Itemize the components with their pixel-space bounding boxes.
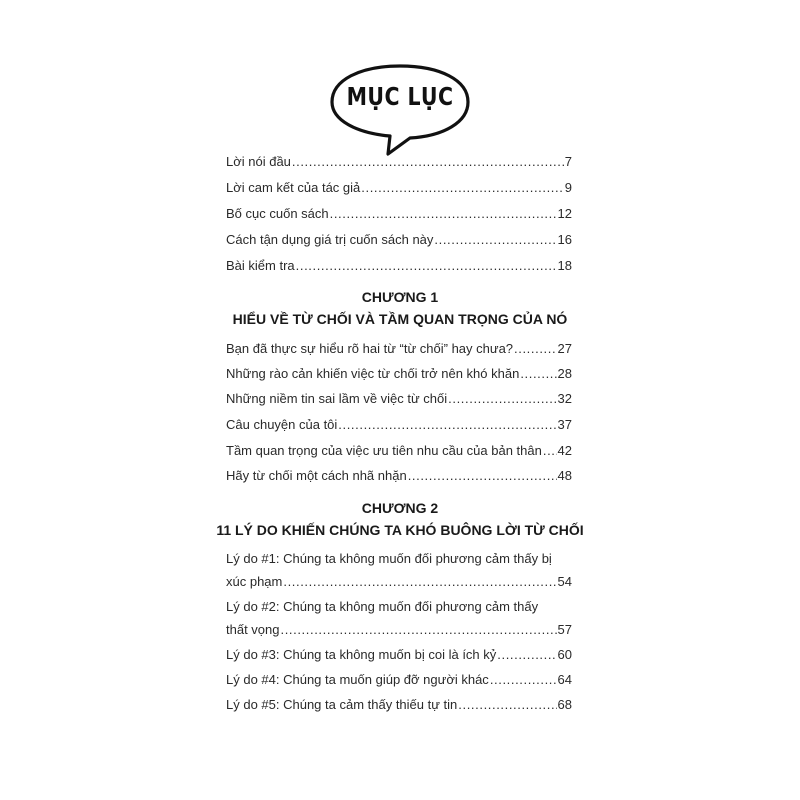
toc-page-number: 48 bbox=[557, 468, 572, 483]
dot-leader bbox=[408, 468, 557, 484]
toc-entry[interactable] bbox=[226, 180, 572, 196]
toc-page-number: 7 bbox=[564, 154, 572, 169]
chapter-number: CHƯƠNG 2 bbox=[361, 500, 439, 516]
toc-entry[interactable] bbox=[226, 417, 572, 433]
toc-entry[interactable] bbox=[226, 391, 572, 407]
page-title: MỤC LỤC bbox=[346, 82, 454, 111]
toc-entry[interactable] bbox=[226, 232, 572, 248]
dot-leader bbox=[543, 443, 557, 459]
toc-entry-text: Những niềm tin sai lầm về việc từ chối bbox=[226, 391, 448, 406]
toc-page-number: 27 bbox=[557, 341, 572, 356]
toc-entry[interactable] bbox=[226, 468, 572, 484]
toc-entry[interactable] bbox=[226, 647, 572, 663]
toc-page-number: 16 bbox=[557, 232, 572, 247]
toc-entry[interactable] bbox=[226, 697, 572, 713]
dot-leader bbox=[361, 180, 564, 196]
toc-entry[interactable] bbox=[226, 574, 572, 590]
toc-entry-text: Lý do #4: Chúng ta muốn giúp đỡ người khác bbox=[226, 672, 489, 687]
toc-page-number: 37 bbox=[557, 417, 572, 432]
dot-leader bbox=[458, 697, 556, 713]
toc-page-number: 12 bbox=[557, 206, 572, 221]
dot-leader bbox=[296, 258, 557, 274]
dot-leader bbox=[497, 647, 556, 663]
toc-page-number: 42 bbox=[557, 443, 572, 458]
dot-leader bbox=[281, 622, 557, 638]
dot-leader bbox=[338, 417, 556, 433]
toc-entry[interactable] bbox=[226, 154, 572, 170]
dot-leader bbox=[520, 366, 556, 382]
dot-leader bbox=[448, 391, 556, 407]
dot-leader bbox=[514, 341, 556, 357]
toc-entry-text: xúc phạm bbox=[226, 574, 283, 589]
toc-entry-text: Lý do #5: Chúng ta cảm thấy thiếu tự tin bbox=[226, 697, 458, 712]
toc-entry-text: thất vọng bbox=[226, 622, 280, 637]
dot-leader bbox=[283, 574, 556, 590]
toc-entry-text: Những rào cản khiến việc từ chối trở nên khó khăn bbox=[226, 366, 520, 381]
toc-entry-text: Lời nói đầu bbox=[226, 154, 291, 169]
toc-page-number: 32 bbox=[557, 391, 572, 406]
toc-page-number: 57 bbox=[557, 622, 572, 637]
toc-entry-first-line[interactable]: Lý do #1: Chúng ta không muốn đối phương cảm thấy bị bbox=[226, 551, 552, 566]
toc-entry[interactable] bbox=[226, 672, 572, 688]
toc-page-number: 68 bbox=[557, 697, 572, 712]
toc-page-number: 64 bbox=[557, 672, 572, 687]
dot-leader bbox=[330, 206, 557, 222]
toc-entry[interactable] bbox=[226, 366, 572, 382]
toc-entry-text: Cách tận dụng giá trị cuốn sách này bbox=[226, 232, 434, 247]
toc-entry-text: Tầm quan trọng của việc ưu tiên nhu cầu của bản thân bbox=[226, 443, 542, 458]
toc-page-number: 60 bbox=[557, 647, 572, 662]
toc-entry-text: Câu chuyện của tôi bbox=[226, 417, 338, 432]
toc-entry-text: Bố cục cuốn sách bbox=[226, 206, 329, 221]
chapter-title: HIỂU VỀ TỪ CHỐI VÀ TẦM QUAN TRỌNG CỦA NÓ bbox=[232, 311, 568, 327]
toc-entry-text: Bạn đã thực sự hiểu rõ hai từ “từ chối” hay chưa? bbox=[226, 341, 514, 356]
chapter-title: 11 LÝ DO KHIẾN CHÚNG TA KHÓ BUÔNG LỜI TỪ CHỐI bbox=[216, 522, 584, 538]
toc-entry[interactable] bbox=[226, 206, 572, 222]
toc-page-number: 9 bbox=[564, 180, 572, 195]
toc-entry-text: Lời cam kết của tác giả bbox=[226, 180, 361, 195]
toc-entry-text: Bài kiểm tra bbox=[226, 258, 295, 273]
toc-entry[interactable] bbox=[226, 341, 572, 357]
toc-page-number: 54 bbox=[557, 574, 572, 589]
dot-leader bbox=[434, 232, 556, 248]
toc-entry-text: Lý do #3: Chúng ta không muốn bị coi là ích kỷ bbox=[226, 647, 497, 662]
dot-leader bbox=[490, 672, 557, 688]
toc-entry[interactable] bbox=[226, 443, 572, 459]
dot-leader bbox=[292, 154, 564, 170]
chapter-number: CHƯƠNG 1 bbox=[361, 289, 439, 305]
toc-entry-text: Hãy từ chối một cách nhã nhặn bbox=[226, 468, 407, 483]
toc-page-number: 18 bbox=[557, 258, 572, 273]
toc-entry[interactable] bbox=[226, 258, 572, 274]
toc-page-number: 28 bbox=[557, 366, 572, 381]
title-speech-bubble bbox=[328, 62, 472, 158]
toc-entry[interactable] bbox=[226, 622, 572, 638]
toc-entry-first-line[interactable]: Lý do #2: Chúng ta không muốn đối phương cảm thấy bbox=[226, 599, 539, 614]
